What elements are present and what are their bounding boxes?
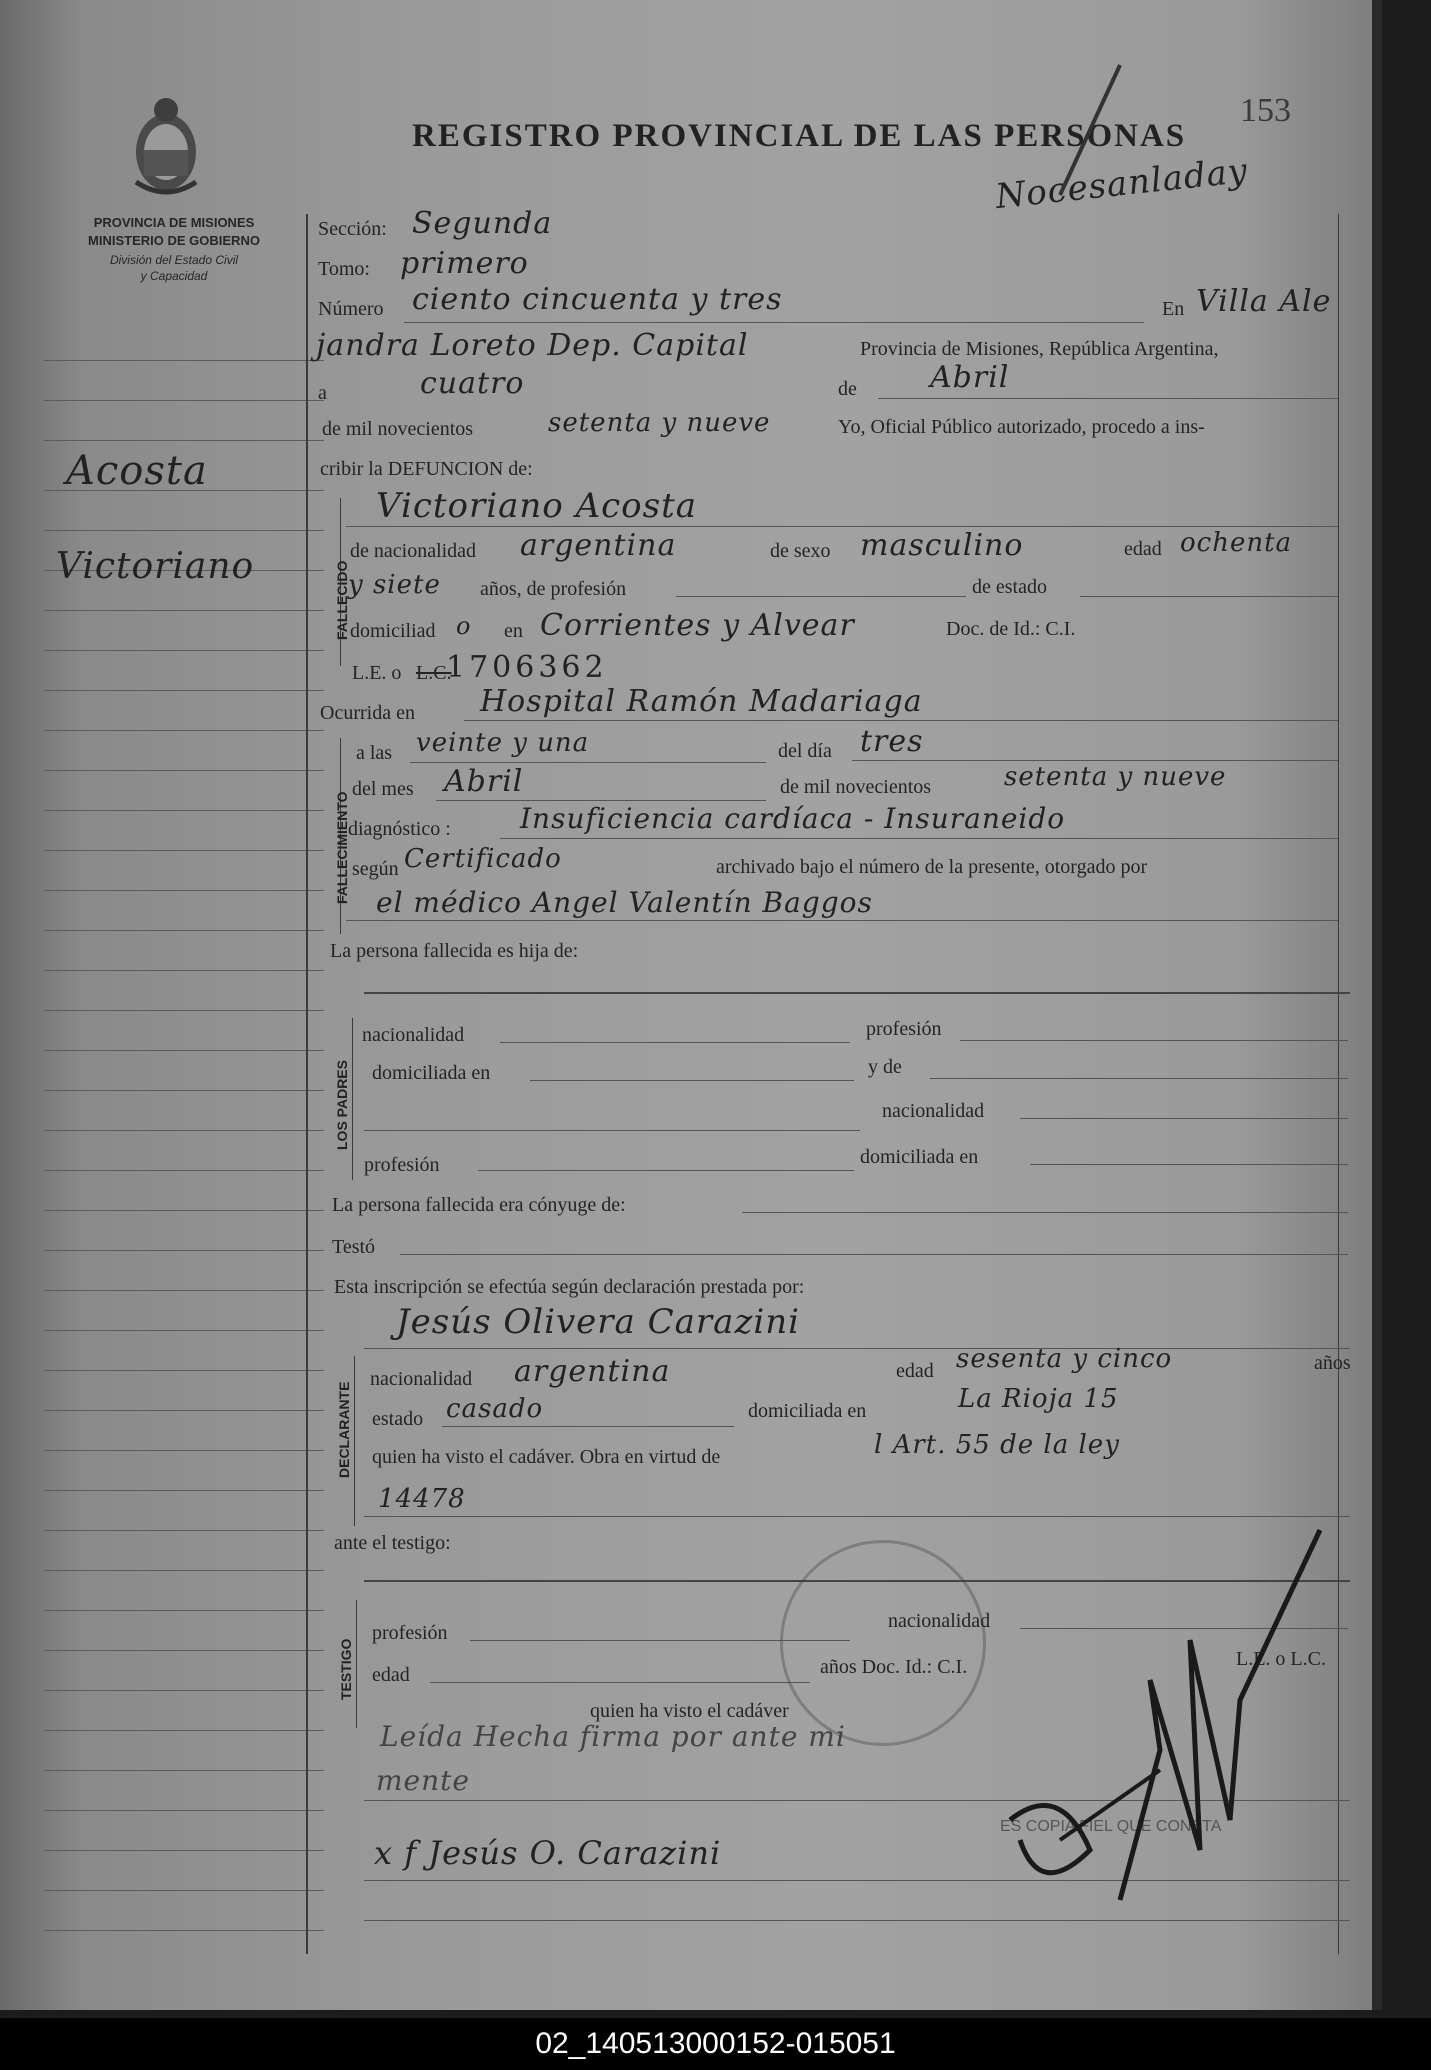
mil2-label: de mil novecientos	[780, 776, 932, 798]
edad-value-2: y siete	[348, 570, 441, 600]
testo-label: Testó	[332, 1236, 376, 1258]
closing-hand-2: mente	[376, 1764, 470, 1797]
de-label: de	[838, 378, 857, 400]
le-value: 1706362	[446, 650, 608, 685]
d-ley-value: 14478	[378, 1484, 466, 1514]
t-le-label: L.E. o L.C.	[1236, 1648, 1326, 1670]
t-visto-label: quien ha visto el cadáver	[590, 1700, 789, 1722]
numero-label: Número	[318, 298, 384, 320]
a-label: a	[318, 382, 327, 404]
mil2-value: setenta y nueve	[1004, 762, 1227, 792]
en2-label: en	[504, 620, 523, 642]
file-id-strip: 02_140513000152-015051	[0, 2018, 1431, 2070]
mil-value: setenta y nueve	[548, 408, 771, 438]
d-virtud-value: l Art. 55 de la ley	[874, 1430, 1120, 1460]
d-domiciliada-label: domiciliada en	[748, 1400, 867, 1422]
padres-rule	[352, 1018, 353, 1180]
institution-sub-2: y Capacidad	[140, 269, 208, 283]
d-domicilio-value: La Rioja 15	[958, 1384, 1119, 1414]
declaracion-label: Esta inscripción se efectúa según declaración prestada por:	[334, 1276, 805, 1298]
t-edad-label: edad	[372, 1664, 410, 1686]
official-signature-icon	[1000, 1520, 1330, 1920]
segun-value: Certificado	[404, 844, 562, 874]
domicilio-value: Corrientes y Alvear	[540, 608, 855, 643]
tomo-value: primero	[400, 246, 529, 281]
testigo-rule	[356, 1600, 357, 1728]
p-domiciliada2-label: domiciliada en	[860, 1146, 979, 1168]
domiciliado-label: domiciliad	[350, 620, 436, 642]
diagnostico-label: diagnóstico :	[348, 818, 451, 840]
segun-label: según	[352, 858, 399, 880]
section-label-declarante: DECLARANTE	[336, 1381, 352, 1478]
d-nacionalidad-label: nacionalidad	[370, 1368, 473, 1390]
d-nacionalidad-value: argentina	[514, 1354, 671, 1389]
p-profesion-label: profesión	[866, 1018, 942, 1040]
dia-label: del día	[778, 740, 832, 762]
margin-given-name: Victoriano	[56, 546, 255, 587]
section-label-padres: LOS PADRES	[334, 1060, 350, 1150]
mes-label: del mes	[352, 778, 414, 800]
conyuge-label: La persona fallecida era cónyuge de:	[332, 1194, 626, 1216]
sexo-value: masculino	[860, 528, 1024, 563]
stamp-text: ES COPIA FIEL QUE CONSTA	[1000, 1818, 1222, 1835]
institution-sub-1: División del Estado Civil	[109, 253, 239, 267]
de-value: Abril	[930, 360, 1010, 395]
numero-value: ciento cincuenta y tres	[412, 282, 783, 317]
doc-label: Doc. de Id.: C.I.	[946, 618, 1076, 640]
nacionalidad-label: de nacionalidad	[350, 540, 477, 562]
p-domiciliada-label: domiciliada en	[372, 1062, 491, 1084]
d-anos-label: años	[1314, 1352, 1351, 1374]
oficial-label: Yo, Oficial Público autorizado, procedo a ins-	[838, 416, 1205, 438]
hija-label: La persona fallecida es hija de:	[330, 940, 579, 962]
official-seal-stamp	[780, 1540, 986, 1746]
t-anos-label: años Doc. Id.: C.I.	[820, 1656, 968, 1678]
header-annotation-stroke-icon	[1040, 60, 1140, 200]
section-label-testigo: TESTIGO	[338, 1638, 354, 1700]
registry-title: REGISTRO PROVINCIAL DE LAS PERSONAS	[412, 118, 1187, 154]
seccion-value: Segunda	[412, 206, 553, 241]
en-value: Villa Ale	[1196, 284, 1332, 319]
ocurrida-label: Ocurrida en	[320, 702, 415, 724]
main-vertical-rule	[306, 214, 308, 1954]
declarant-signature: x f Jesús O. Carazini	[374, 1834, 722, 1872]
edad-label: edad	[1124, 538, 1162, 560]
institution-line-2: MINISTERIO DE GOBIERNO	[88, 233, 260, 248]
provincia-label: Provincia de Misiones, República Argentina,	[860, 338, 1219, 360]
d-edad-value: sesenta y cinco	[956, 1344, 1173, 1374]
section-label-fallecido: FALLECIDO	[334, 560, 350, 640]
right-vertical-rule	[1338, 214, 1339, 1954]
edad-value: ochenta	[1180, 528, 1293, 558]
p-nacionalidad2-label: nacionalidad	[882, 1100, 985, 1122]
declarante-rule	[354, 1356, 355, 1526]
closing-hand: Leída Hecha firma por ante mi	[380, 1720, 846, 1753]
p-nacionalidad-label: nacionalidad	[362, 1024, 465, 1046]
p-y-de-label: y de	[868, 1056, 902, 1078]
a-value: cuatro	[420, 366, 525, 401]
archivado-label: archivado bajo el número de la presente, otorgado por	[716, 856, 1148, 878]
folio-number: 153	[1240, 92, 1291, 129]
d-estado-label: estado	[372, 1408, 424, 1430]
medico-value: el médico Angel Valentín Baggos	[376, 886, 873, 919]
d-edad-label: edad	[896, 1360, 934, 1382]
lc-label: L.C.	[416, 662, 452, 684]
a-las-label: a las	[356, 742, 393, 764]
t-profesion-label: profesión	[372, 1622, 448, 1644]
header-annotation: Nocesanladay	[993, 150, 1250, 218]
le-label: L.E. o	[352, 662, 402, 684]
p-profesion2-label: profesión	[364, 1154, 440, 1176]
coat-of-arms-icon	[124, 92, 208, 202]
mes-value: Abril	[444, 764, 524, 799]
testigo-label: ante el testigo:	[334, 1532, 451, 1554]
diagnostico-value: Insuficiencia cardíaca - Insuraneido	[520, 802, 1066, 835]
d-visto-label: quien ha visto el cadáver. Obra en virtud de	[372, 1446, 721, 1468]
institution-line-1: PROVINCIA DE MISIONES	[93, 215, 255, 230]
tomo-label: Tomo:	[318, 258, 370, 280]
deceased-name: Victoriano Acosta	[376, 486, 698, 526]
estado-label: de estado	[972, 576, 1047, 598]
place-value: jandra Loreto Dep. Capital	[316, 328, 749, 363]
nacionalidad-value: argentina	[520, 528, 677, 563]
sexo-label: de sexo	[770, 540, 831, 562]
en-label: En	[1162, 298, 1185, 320]
declarante-name: Jesús Olivera Carazini	[396, 1302, 801, 1342]
a-las-value: veinte y una	[416, 728, 590, 758]
t-nacionalidad-label: nacionalidad	[888, 1610, 991, 1632]
section-label-fallecimiento: FALLECIMIENTO	[334, 791, 350, 904]
dia-value: tres	[860, 724, 924, 759]
mil-label: de mil novecientos	[322, 418, 474, 440]
domiciliado-o: o	[456, 612, 472, 640]
ocurrida-value: Hospital Ramón Madariaga	[480, 684, 923, 719]
inscribir-label: cribir la DEFUNCION de:	[320, 458, 533, 480]
d-estado-value: casado	[446, 1394, 544, 1424]
anos-label: años, de profesión	[480, 578, 627, 600]
margin-surname: Acosta	[66, 448, 208, 494]
seccion-label: Sección:	[318, 218, 387, 240]
